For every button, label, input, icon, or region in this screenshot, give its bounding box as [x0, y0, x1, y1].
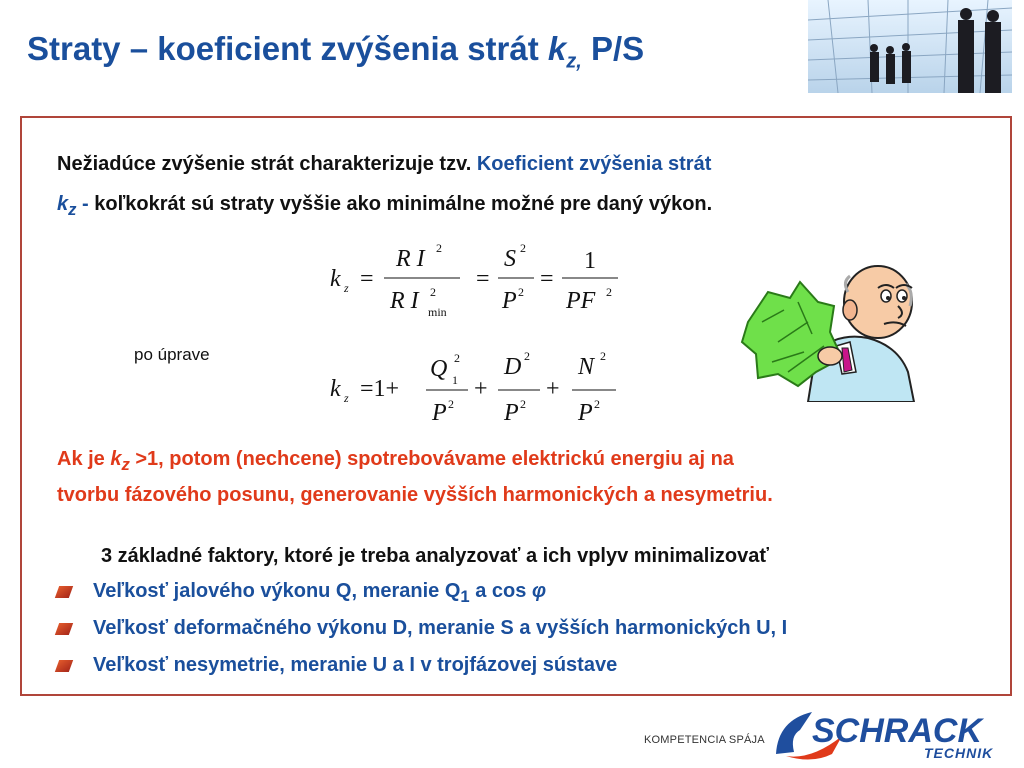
svg-text:+: +: [546, 376, 560, 402]
svg-text:2: 2: [520, 397, 526, 411]
svg-text:2: 2: [436, 241, 442, 255]
svg-text:P: P: [502, 288, 517, 314]
svg-text:2: 2: [594, 397, 600, 411]
svg-text:=: =: [360, 266, 374, 292]
factors-heading: 3 základné faktory, ktoré je treba analyzovať a ich vplyv minimalizovať: [101, 545, 769, 567]
po-uprave-label: po úprave: [134, 345, 210, 364]
svg-text:z: z: [344, 281, 349, 295]
svg-text:S: S: [504, 246, 516, 272]
svg-text:2: 2: [524, 349, 530, 363]
intro-line-2: $k_z$ - koľkokrát sú straty vyššie ako minimálne možné pre daný výkon.: [57, 193, 713, 219]
svg-text:2: 2: [520, 241, 526, 255]
slide-title: Straty – koeficient zvýšenia strát $k_{z,}$ P/S: [27, 30, 645, 73]
bullet-item-3: Veľkosť nesymetrie, meranie U a I v trojfázovej sústave: [57, 654, 617, 677]
intro-line-1: Nežiadúce zvýšenie strát charakterizuje tzv. Koeficient zvýšenia strát: [57, 153, 712, 175]
svg-text:N: N: [578, 354, 595, 380]
svg-text:Q: Q: [430, 356, 448, 382]
svg-text:SCHRACK: SCHRACK: [812, 712, 982, 750]
svg-text:+: +: [474, 376, 488, 402]
warning-line-2: tvorbu fázového posunu, generovanie vyšších harmonických a nesymetriu.: [57, 484, 773, 506]
svg-text:=: =: [476, 266, 490, 292]
bullet-item-1: Veľkosť jalového výkonu Q, meranie $Q_1$ a cos φ: [57, 580, 546, 607]
svg-text:D: D: [504, 354, 522, 380]
svg-text:2: 2: [448, 397, 454, 411]
svg-text:=1+: =1+: [360, 376, 400, 402]
formula-kz-definition: [320, 236, 630, 326]
bullet-marker-icon: [55, 586, 73, 598]
svg-text:TECHNIK: TECHNIK: [924, 745, 994, 761]
svg-text:R I: R I: [396, 246, 425, 272]
svg-text:2: 2: [606, 285, 612, 299]
business-people-photo: [808, 0, 1012, 93]
warning-line-1: Ak je $k_z >1$, potom (nechcene) spotrebovávame elektrickú energiu aj na: [57, 448, 734, 474]
svg-text:PF: PF: [566, 288, 596, 314]
svg-text:P: P: [578, 400, 593, 426]
svg-text:k: k: [330, 266, 341, 292]
svg-text:k: k: [330, 376, 341, 402]
bullet-item-2: Veľkosť deformačného výkonu D, meranie S a vyšších harmonických U, I: [57, 617, 787, 640]
bullet-marker-icon: [55, 623, 73, 635]
svg-text:2: 2: [454, 351, 460, 365]
schrack-logo: [772, 706, 1004, 762]
svg-text:2: 2: [430, 285, 436, 299]
svg-text:min: min: [428, 305, 447, 319]
formula-kz-expanded: [320, 344, 630, 434]
svg-text:1: 1: [452, 373, 458, 387]
footer-slogan: KOMPETENCIA SPÁJA: [644, 734, 765, 746]
svg-text:2: 2: [600, 349, 606, 363]
svg-text:1: 1: [584, 248, 596, 274]
svg-text:P: P: [504, 400, 519, 426]
svg-text:z: z: [344, 391, 349, 405]
svg-text:P: P: [432, 400, 447, 426]
svg-text:=: =: [540, 266, 554, 292]
svg-text:R I: R I: [390, 288, 419, 314]
svg-text:2: 2: [518, 285, 524, 299]
cartoon-man-money-illustration: [738, 262, 922, 402]
bullet-marker-icon: [55, 660, 73, 672]
